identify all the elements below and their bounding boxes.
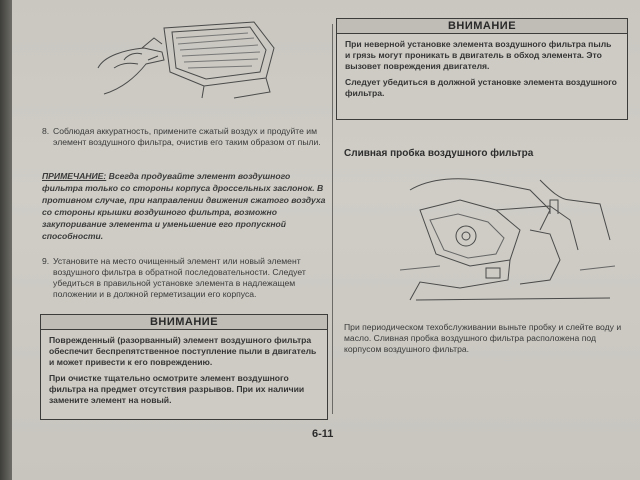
warning-left-paragraph-2: При очистке тщательно осмотрите элемент воздушного фильтра на предмет отсутствия разрывов. При их наличии замените элемент на новый.	[49, 373, 305, 405]
warning-title-left: ВНИМАНИЕ	[41, 315, 327, 330]
step-8	[44, 126, 329, 148]
drain-plug-illustration	[400, 170, 620, 310]
drain-plug-caption: При периодическом техобслуживании выньте пробку и слейте воду и масло. Сливная пробка воздушного фильтра расположена под корпусом воздушного фильтра.	[344, 322, 622, 354]
step-9-number: 9.	[42, 256, 50, 266]
column-divider	[332, 24, 333, 414]
note-heading: ПРИМЕЧАНИЕ:	[42, 171, 107, 181]
warning-right-paragraph-2: Следует убедиться в должной установке элемента воздушного фильтра.	[345, 77, 617, 98]
warning-right-paragraph-1: При неверной установке элемента воздушного фильтра пыль и грязь могут проникать в двигатель в обход элемента. Это вызовет повреждения двигателя.	[345, 39, 612, 71]
warning-title-right: ВНИМАНИЕ	[337, 19, 627, 34]
warning-left-paragraph-1: Поврежденный (разорванный) элемент воздушного фильтра обеспечит беспрепятственное поступление пыли в двигатель и может привести к его повреждению.	[49, 335, 317, 367]
note-block	[42, 170, 330, 242]
page-number: 6-11	[312, 428, 334, 440]
step-9	[44, 256, 329, 300]
warning-box-right	[336, 18, 628, 120]
section-title: Сливная пробка воздушного фильтра	[344, 148, 534, 159]
note-text: Всегда продувайте элемент воздушного фильтра только со стороны корпуса дроссельных заслонок. В противном случае, при направлении движения сжатого воздуха со стороны крышки воздушного фильтра, возможно закупоривание элемента и уменьшение его пропускной способности.	[42, 171, 326, 241]
step-9-text: Установите на место очищенный элемент или новый элемент воздушного фильтра в обратной последовательности. Следует убедиться в правильной установке элемента в надлежащем положении и в должной герметизации его корпуса.	[53, 256, 306, 299]
step-8-text: Соблюдая аккуратность, примените сжатый воздух и продуйте им элемент воздушного фильтра, очистив его таким образом от пыли.	[53, 126, 321, 147]
step-8-number: 8.	[42, 126, 50, 136]
air-filter-blowing-illustration	[84, 8, 284, 100]
manual-page	[12, 0, 640, 480]
book-gutter	[0, 0, 12, 480]
warning-box-left	[40, 314, 328, 420]
